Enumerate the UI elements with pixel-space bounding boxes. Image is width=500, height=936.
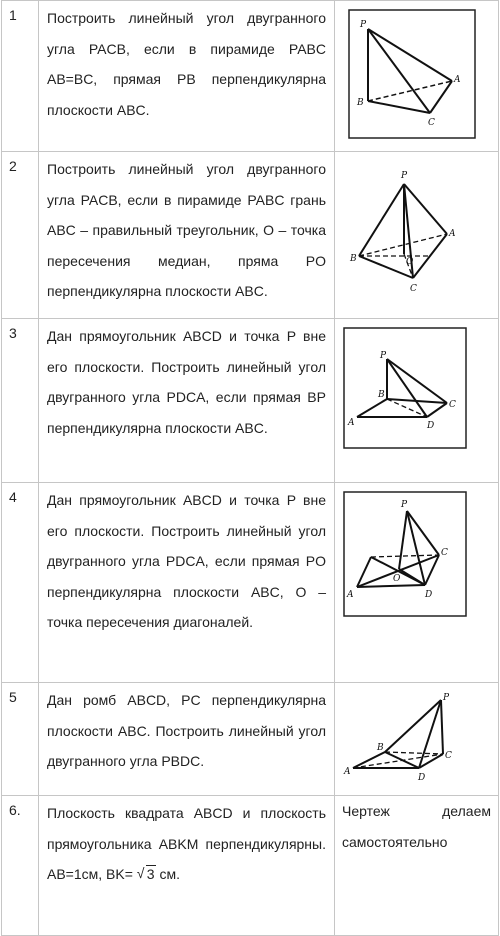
- task-text-part: Плоскость квадрата ABCD и плоскость прямоугольника ABKM перпендикулярны. AB=1см, BK=: [47, 805, 326, 882]
- task-row-2: [2, 152, 499, 319]
- vertex-label: D: [427, 421, 435, 431]
- vertex-label: C: [441, 548, 448, 558]
- vertex-label: C: [410, 284, 417, 294]
- task-figure-cell: [335, 319, 499, 483]
- task-text: Дан прямоугольник ABCD и точка P вне его плоскости. Построить линейный угол двугранного угла PDCA, если прямая PO перпендикулярна плоскости ABC, O – точка пересечения диагоналей.: [39, 483, 335, 683]
- task-number: 5: [2, 683, 39, 796]
- task-figure-cell: [335, 683, 499, 796]
- vertex-label: P: [380, 351, 387, 361]
- vertex-label: P: [443, 693, 450, 703]
- vertex-label: C: [449, 400, 456, 410]
- vertex-label: B: [378, 390, 385, 400]
- task-text: Построить линейный угол двугранного угла PACB, если в пирамиде PABC грань ABC – правильный треугольник, O – точка пересечения медиан, пряма PO перпендикулярна плоскости ABC.: [39, 152, 335, 319]
- vertex-label: A: [344, 767, 351, 777]
- vertex-label: P: [401, 171, 408, 181]
- task-text-part: см.: [159, 866, 180, 882]
- square-root: √ 3: [137, 859, 156, 890]
- task-figure-cell: [335, 483, 499, 683]
- task-number: 1: [2, 1, 39, 152]
- task-figure-cell: [335, 152, 499, 319]
- vertex-label: P: [401, 500, 408, 510]
- task-number: 6.: [2, 796, 39, 936]
- task-row-5: [2, 683, 499, 796]
- vertex-label: D: [425, 590, 433, 600]
- rectangle-figure-3: [343, 327, 467, 449]
- pyramid-figure-2: [349, 162, 473, 307]
- task-row-3: [2, 319, 499, 483]
- task-text: Дан ромб ABCD, PC перпендикулярна плоскости ABC. Построить линейный угол двугранного угла PBDC.: [39, 683, 335, 796]
- task-figure-cell: [335, 1, 499, 152]
- task-text: Построить линейный угол двугранного угла PACB, если в пирамиде PABC AB=BC, прямая PB перпендикулярна плоскости ABC.: [39, 1, 335, 152]
- pyramid-figure-1: [348, 9, 476, 139]
- task-row-4: [2, 483, 499, 683]
- task-row-1: [2, 1, 499, 152]
- task-number: 4: [2, 483, 39, 683]
- vertex-label: B: [377, 743, 384, 753]
- vertex-label: O: [406, 257, 414, 267]
- rhombus-figure-5: [343, 692, 467, 782]
- vertex-label: A: [348, 418, 355, 428]
- vertex-label: B: [350, 254, 357, 264]
- task-text: Дан прямоугольник ABCD и точка P вне его плоскости. Построить линейный угол двугранного угла PDCA, если прямая BP перпендикулярна плоскости ABC.: [39, 319, 335, 483]
- vertex-label: A: [449, 229, 456, 239]
- vertex-label: B: [357, 98, 364, 108]
- vertex-label: D: [418, 773, 426, 782]
- rectangle-figure-4: [343, 491, 467, 617]
- task-number: 3: [2, 319, 39, 483]
- vertex-label: C: [445, 751, 452, 761]
- tasks-table: [1, 0, 499, 936]
- drawing-note: Чертеж делаем самостоятельно: [342, 803, 491, 850]
- vertex-label: A: [454, 75, 461, 85]
- vertex-label: A: [347, 590, 354, 600]
- vertex-label: O: [393, 574, 401, 584]
- vertex-label: P: [360, 20, 367, 30]
- vertex-label: C: [428, 118, 435, 128]
- task-number: 2: [2, 152, 39, 319]
